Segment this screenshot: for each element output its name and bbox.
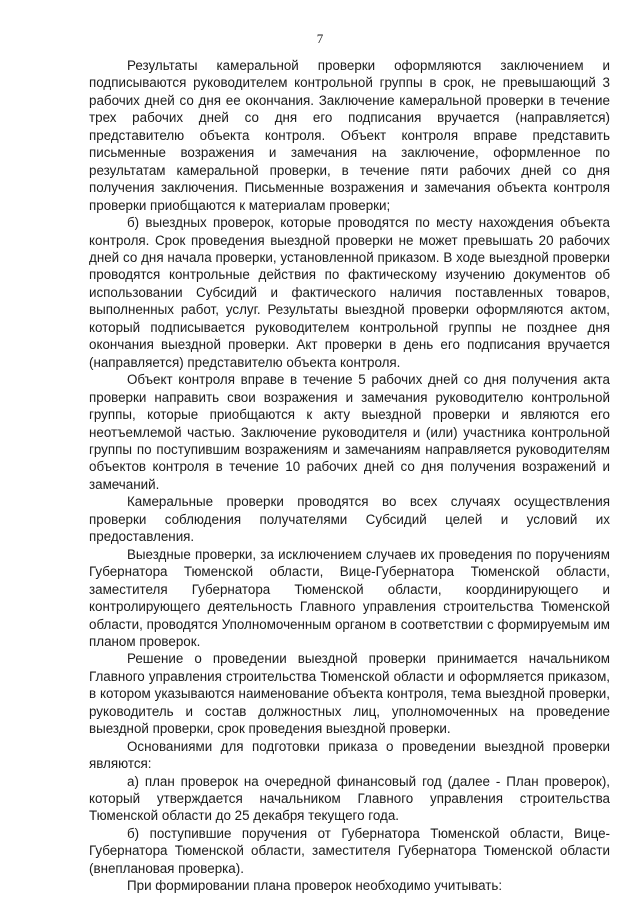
paragraph-ground-b: б) поступившие поручения от Губернатора Тюменской области, Вице-Губернатора Тюменской области, заместителя Губернатора Тюменской области (внеплановая проверка). [89,825,610,876]
paragraph-decision: Решение о проведении выездной проверки принимается начальником Главного управления строительства Тюменской области и оформляется приказом, в котором указываются наименование объекта контроля, тема выездной проверки, руководитель и состав должностных лиц, уполномоченных на проведение выездной проверки, срок проведения выездной проверки. [89,651,610,737]
paragraph-ground-a: а) план проверок на очередной финансовый год (далее - План проверок), который утверждается начальником Главного управления строительства Тюменской области до 25 декабря текущего года. [89,773,610,824]
paragraph-grounds: Основаниями для подготовки приказа о проведении выездной проверки являются: [89,738,610,772]
document-body [89,57,610,895]
paragraph-plan-considerations: При формировании плана проверок необходимо учитывать: [127,878,503,894]
paragraph-cameral-results: Результаты камеральной проверки оформляются заключением и подписываются руководителем контрольной группы в срок, не превышающий 3 рабочих дней со дня ее окончания. Заключение камеральной проверки в течение трех рабочих дней со дня его подписания вручается (направляется) представителю объекта контроля. Объект контроля вправе представить письменные возражения и замечания на заключение, оформленное по результатам камеральной проверки, в течение пяти рабочих дней со дня получения заключения. Письменные возражения и замечания объекта контроля проверки приобщаются к материалам проверки; [89,58,610,213]
page-number: 7 [316,31,324,46]
paragraph-objections: Объект контроля вправе в течение 5 рабочих дней со дня получения акта проверки направить свои возражения и замечания руководителю контрольной группы, которые приобщаются к акту выездной проверки и являются его неотъемлемой частью. Заключение руководителя и (или) участника контрольной группы по поступившим возражениям и замечаниям направляется руководителям объектов контроля в течение 10 рабочих дней со дня получения возражений и замечаний. [89,372,610,492]
paragraph-cameral-cases: Камеральные проверки проводятся во всех случаях осуществления проверки соблюдения получателями Субсидий целей и условий их предоставления. [89,494,610,545]
paragraph-field-plan: Выездные проверки, за исключением случаев их проведения по поручениям Губернатора Тюменской области, Вице-Губернатора Тюменской области, заместителя Губернатора Тюменской области, координирующего и контролирующего деятельность Главного управления строительства Тюменской области, проводятся Уполномоченным органом в соответствии с формируемым им планом проверок. [89,546,610,649]
paragraph-field-inspections: б) выездных проверок, которые проводятся по месту нахождения объекта контроля. Срок проведения выездной проверки не может превышать 20 рабочих дней со дня начала проверки, установленной приказом. В ходе выездной проверки проводятся контрольные действия по фактическому изучению документов об использовании Субсидий и фактического наличия поставленных товаров, выполненных работ, услуг. Результаты выездной проверки оформляются актом, который подписывается руководителем контрольной группы не позднее дня окончания выездной проверки. Акт проверки в день его подписания вручается (направляется) представителю объекта контроля. [89,215,610,370]
